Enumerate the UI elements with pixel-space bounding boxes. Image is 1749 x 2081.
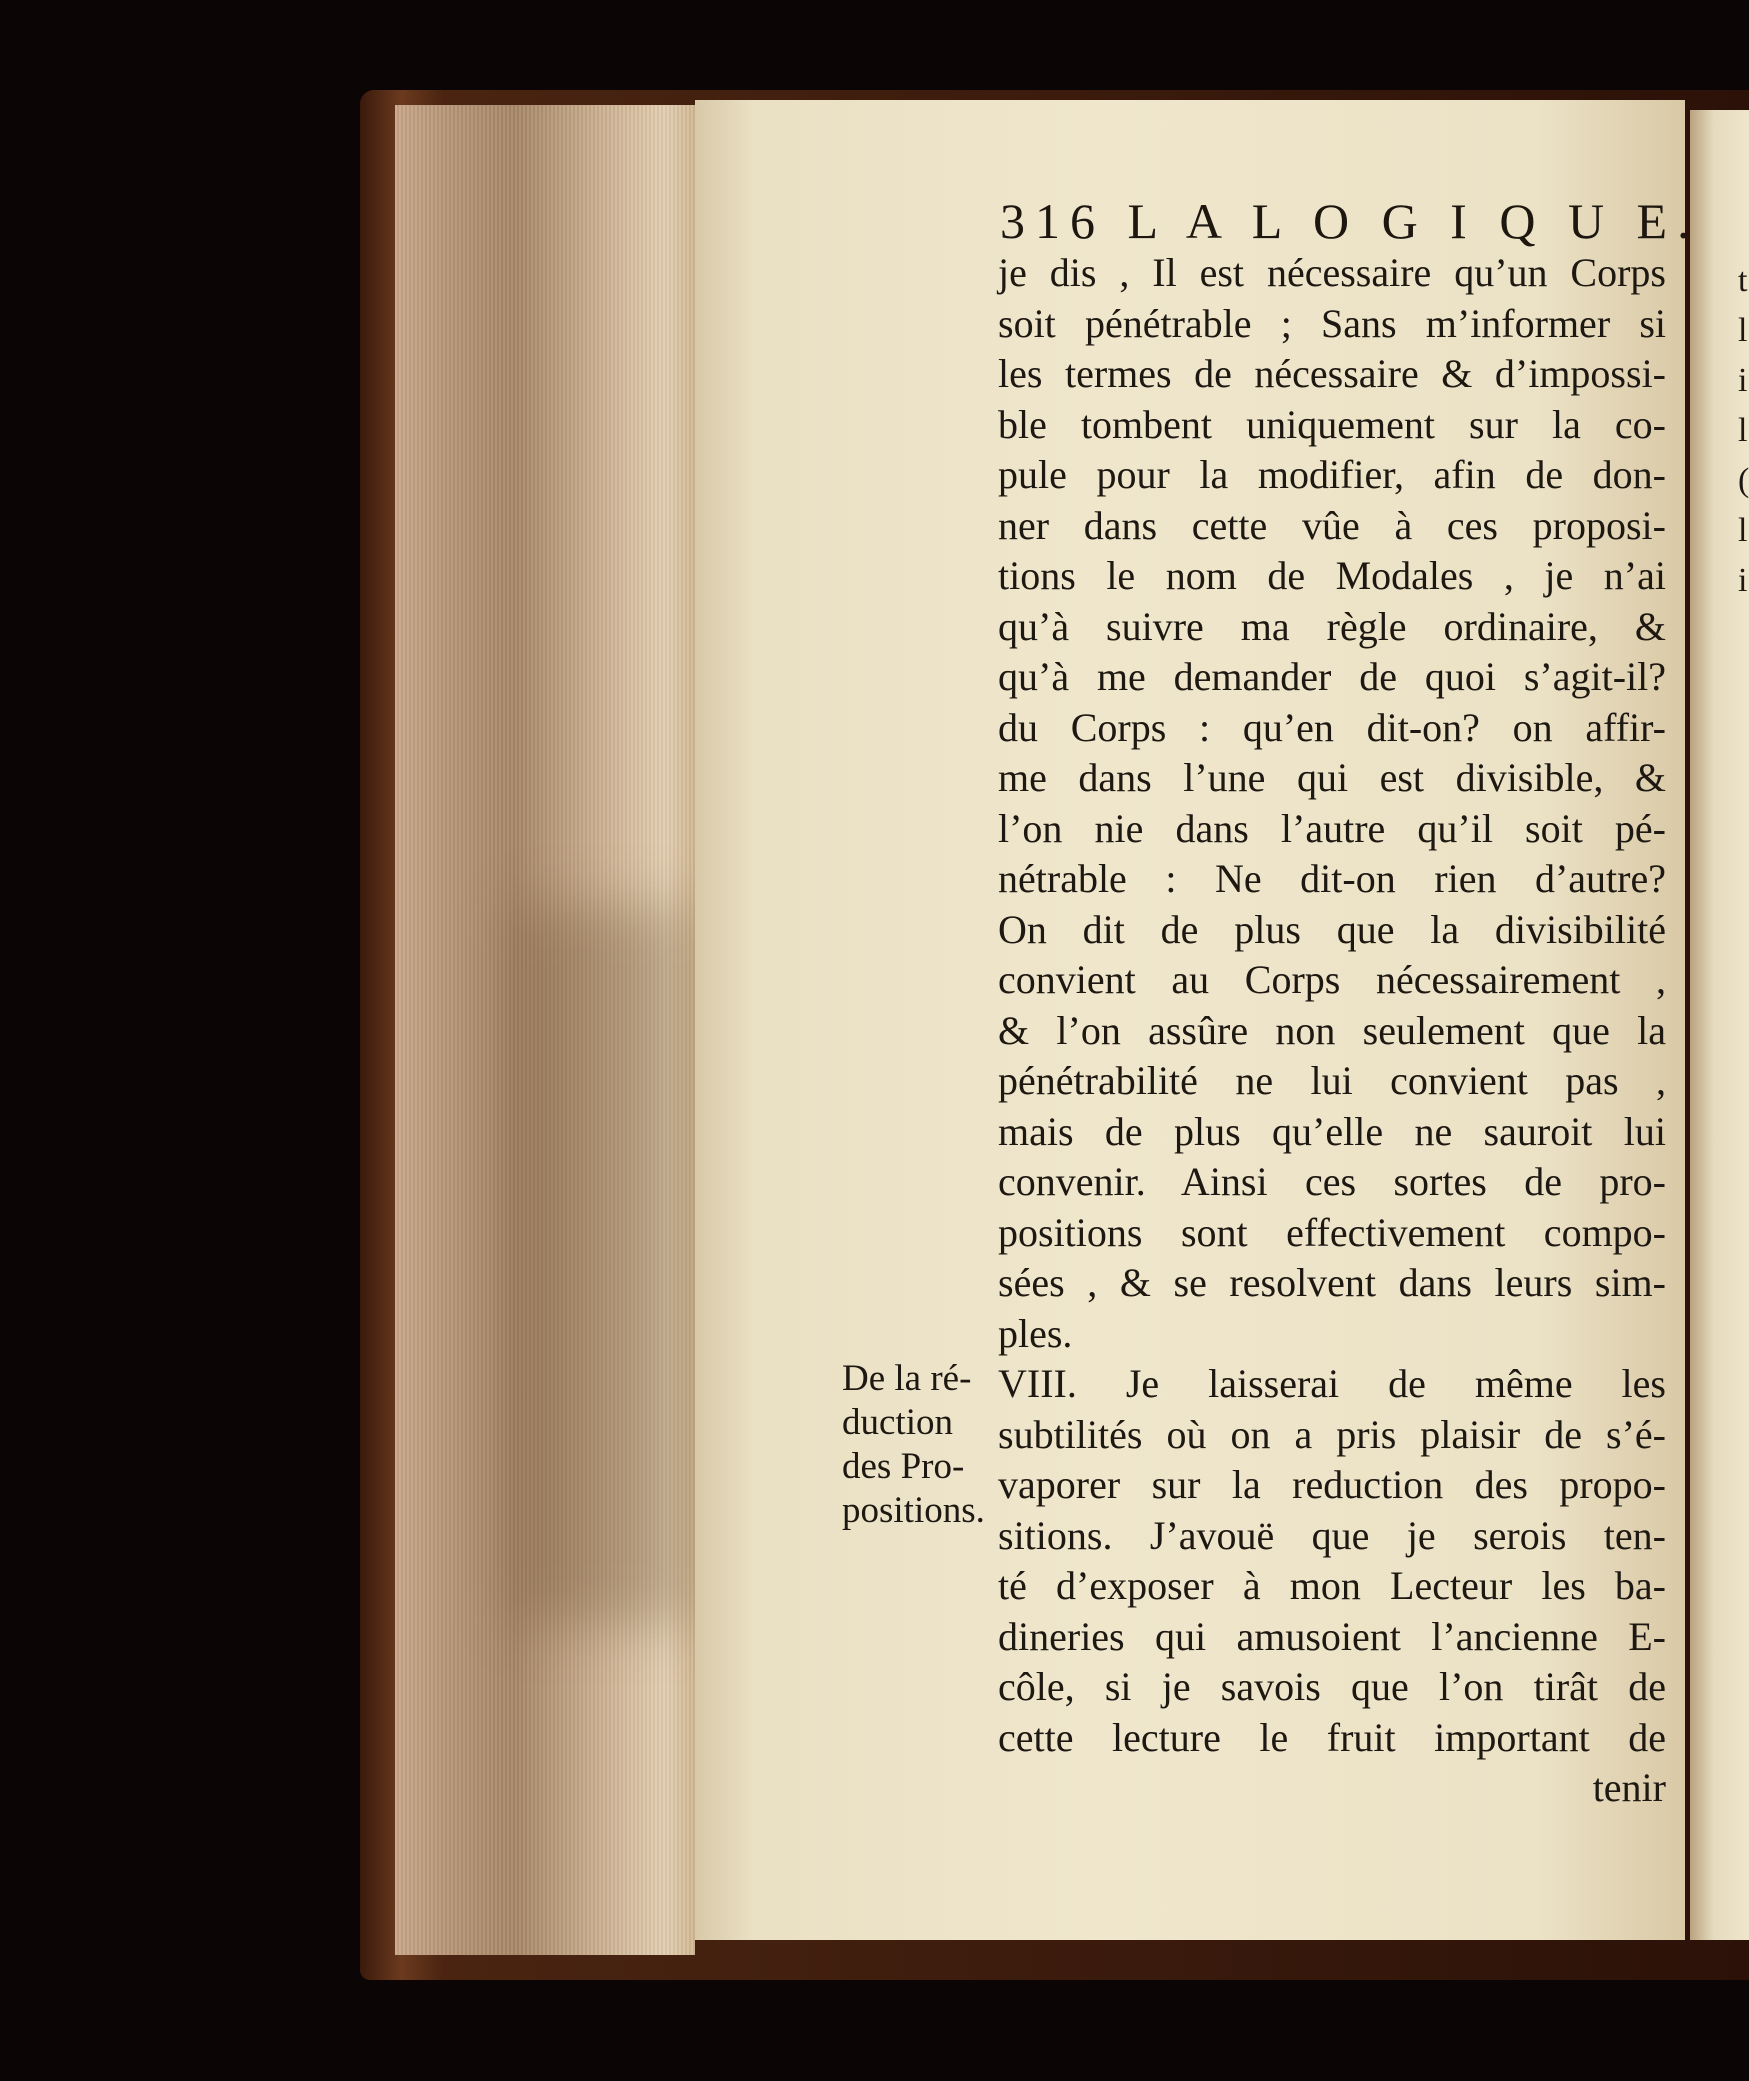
margin-note-line: positions.	[842, 1490, 985, 1531]
text-line: sitions. J’avouë que je serois ten-	[998, 1512, 1666, 1558]
text-line: On dit de plus que la divisibilité	[998, 906, 1666, 952]
text-line: me dans l’une qui est divisible, &	[998, 755, 1666, 800]
text-line: du Corps : qu’en dit-on? on affir-	[998, 704, 1666, 750]
text-line: pule pour la modifier, afin de don-	[998, 452, 1666, 497]
text-line: qu’à suivre ma règle ordinaire, &	[998, 603, 1666, 649]
margin-note	[842, 1357, 1007, 1533]
catchword: tenir	[1592, 1765, 1666, 1810]
facing-page-glyph: i	[1738, 562, 1748, 599]
text-line: qu’à me demander de quoi s’agit-il?	[998, 654, 1666, 699]
text-line: té d’exposer à mon Lecteur les ba-	[998, 1563, 1666, 1608]
text-line: les termes de nécessaire & d’impossi-	[998, 351, 1666, 396]
text-line: sées , & se resolvent dans leurs sim-	[998, 1260, 1666, 1305]
text-line: VIII. Je laisserai de même les	[998, 1361, 1666, 1406]
facing-page-glyph: t	[1738, 262, 1748, 299]
text-line: mais de plus qu’elle ne sauroit lui	[998, 1108, 1666, 1154]
text-line: convenir. Ainsi ces sortes de pro-	[998, 1159, 1666, 1204]
text-line: ble tombent uniquement sur la co-	[998, 401, 1666, 447]
running-head: 316 L A L O G I Q U E.	[1000, 193, 1700, 249]
page-stain	[515, 905, 695, 1625]
page-edges	[395, 105, 695, 1955]
text-line: tions le nom de Modales , je n’ai	[998, 553, 1666, 598]
text-line: positions sont effectivement compo-	[998, 1209, 1666, 1255]
text-line: soit pénétrable ; Sans m’informer si	[998, 300, 1666, 346]
facing-page-glyph: l	[1738, 412, 1748, 449]
text-line: ples.	[998, 1310, 1073, 1356]
text-line: côle, si je savois que l’on tirât de	[998, 1664, 1666, 1709]
text-line: dineries qui amusoient l’ancienne E-	[998, 1613, 1666, 1659]
margin-note-line: duction	[842, 1402, 953, 1443]
margin-note-line: des Pro-	[842, 1446, 965, 1487]
facing-page-glyph: l	[1738, 512, 1748, 549]
text-line: pénétrabilité ne lui convient pas ,	[998, 1058, 1666, 1103]
facing-page-glyph: (	[1738, 462, 1749, 499]
text-line: subtilités où on a pris plaisir de s’é-	[998, 1411, 1666, 1457]
text-line: & l’on assûre non seulement que la	[998, 1007, 1666, 1053]
text-line: nétrable : Ne dit-on rien d’autre?	[998, 856, 1666, 901]
margin-note-line: De la ré-	[842, 1358, 972, 1399]
text-line: vaporer sur la reduction des propo-	[998, 1462, 1666, 1507]
text-line: convient au Corps nécessairement ,	[998, 957, 1666, 1002]
facing-page-glyph: i	[1738, 362, 1748, 399]
text-line: cette lecture le fruit important de	[998, 1714, 1666, 1760]
text-line: ner dans cette vûe à ces proposi-	[998, 502, 1666, 548]
body-text	[998, 248, 1666, 1814]
text-line: l’on nie dans l’autre qu’il soit pé-	[998, 805, 1666, 851]
facing-page-glyph: l	[1738, 312, 1748, 349]
text-line: je dis , Il est nécessaire qu’un Corps	[998, 250, 1666, 295]
